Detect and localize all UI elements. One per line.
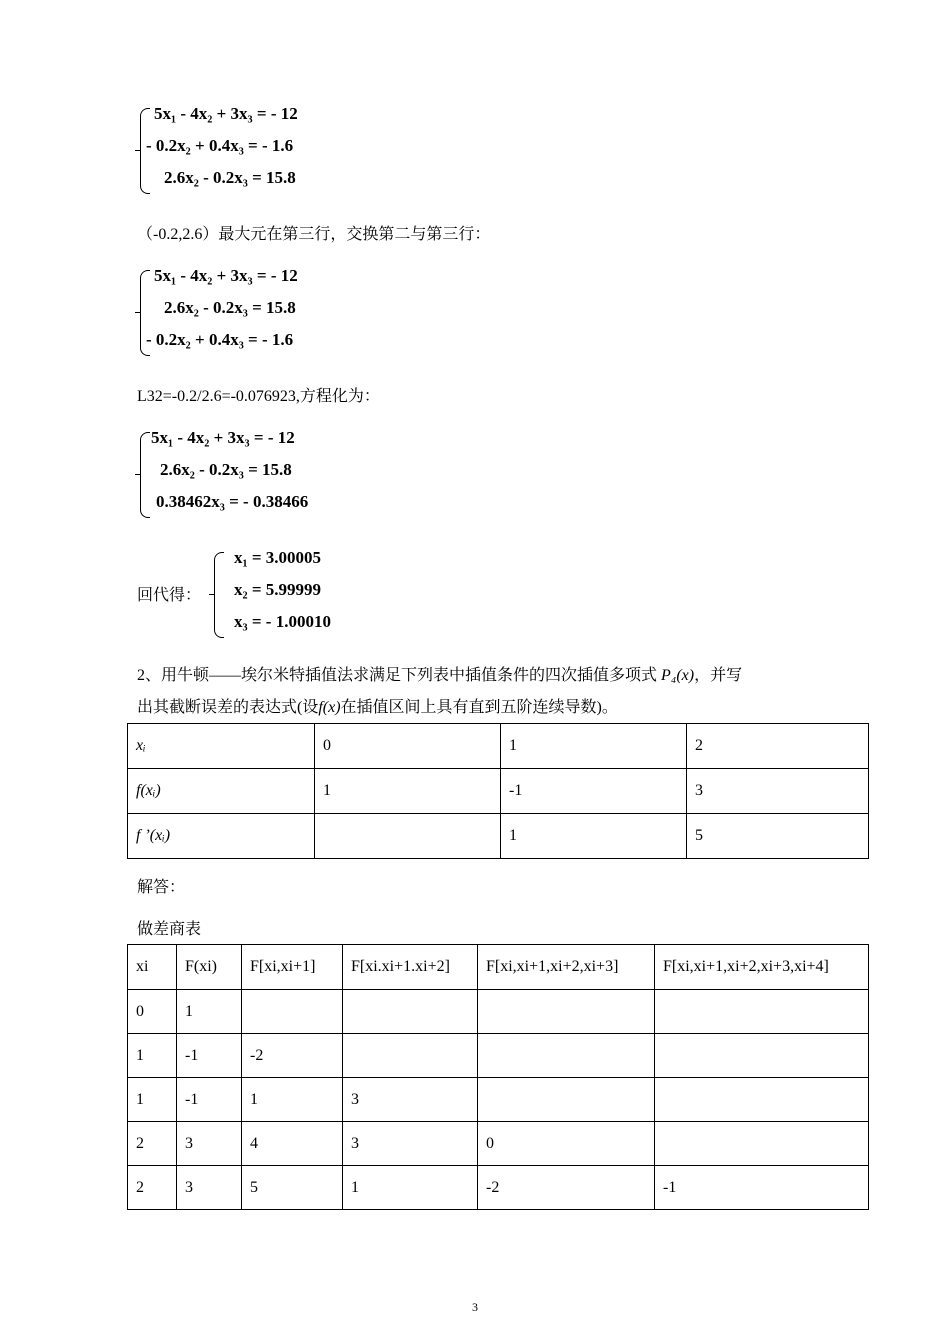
table-cell: 3 xyxy=(687,769,869,814)
table-cell: 1 xyxy=(128,1078,177,1122)
l32-note: L32=-0.2/2.6=-0.076923,方程化为： xyxy=(137,388,380,405)
equation-line: 5x₁ - 4x₂ + 3x₃ = - 12 xyxy=(154,104,298,123)
problem-text: 出其截断误差的表达式(设 xyxy=(137,699,319,716)
pivot-note: （-0.2,2.6）最大元在第三行，交换第二与第三行： xyxy=(137,226,491,243)
table-row xyxy=(128,769,869,814)
table-row xyxy=(128,724,869,769)
table-cell xyxy=(655,1078,869,1122)
table-cell xyxy=(478,1078,655,1122)
equation-line: 2.6x₂ - 0.2x₃ = 15.8 xyxy=(164,168,296,187)
back-sub-label: 回代得： xyxy=(137,587,202,604)
table-cell: -1 xyxy=(177,1078,242,1122)
table-header-row xyxy=(128,945,869,990)
problem-2-line-2 xyxy=(137,694,618,717)
table-cell: 2 xyxy=(687,724,869,769)
table-cell: 2 xyxy=(128,1166,177,1210)
table-cell: 0 xyxy=(478,1122,655,1166)
column-header: F[xi,xi+1] xyxy=(242,945,343,990)
equation-line: 5x₁ - 4x₂ + 3x₃ = - 12 xyxy=(154,266,298,285)
table-cell: 5 xyxy=(242,1166,343,1210)
problem-text: 2、用牛顿——埃尔米特插值法求满足下列表中插值条件的四次插值多项式 xyxy=(137,667,658,684)
column-header: xi xyxy=(128,945,177,990)
table-row xyxy=(128,1122,869,1166)
table-cell: 1 xyxy=(128,1034,177,1078)
table-cell xyxy=(242,990,343,1034)
solution-line: x₃ = - 1.00010 xyxy=(234,612,331,631)
row-label: f(xᵢ) xyxy=(128,769,315,814)
table-cell: 1 xyxy=(242,1078,343,1122)
column-header: F[xi.xi+1.xi+2] xyxy=(343,945,478,990)
table-cell: -2 xyxy=(242,1034,343,1078)
problem-text: 在插值区间上具有直到五阶连续导数)。 xyxy=(340,699,618,716)
solution-line: x₂ = 5.99999 xyxy=(234,580,322,599)
table-cell: 3 xyxy=(177,1166,242,1210)
equation-line: 0.38462x₃ = - 0.38466 xyxy=(156,492,309,511)
equation-line: 2.6x₂ - 0.2x₃ = 15.8 xyxy=(160,460,292,479)
table-cell xyxy=(655,1034,869,1078)
table-cell: 3 xyxy=(343,1122,478,1166)
left-brace xyxy=(214,552,224,638)
table-cell xyxy=(655,990,869,1034)
table-cell: -1 xyxy=(177,1034,242,1078)
table-row xyxy=(128,990,869,1034)
equation-line: 2.6x₂ - 0.2x₃ = 15.8 xyxy=(164,298,296,317)
table-cell xyxy=(343,990,478,1034)
table-cell: -2 xyxy=(478,1166,655,1210)
column-header: F[xi,xi+1,xi+2,xi+3] xyxy=(478,945,655,990)
problem-2-line-1 xyxy=(137,662,742,685)
table-row xyxy=(128,1034,869,1078)
row-label: f ’(xᵢ) xyxy=(128,814,315,859)
interpolation-conditions-table xyxy=(127,723,869,859)
table-cell xyxy=(315,814,501,859)
equation-line: 5x₁ - 4x₂ + 3x₃ = - 12 xyxy=(151,428,295,447)
table-cell: 1 xyxy=(501,724,687,769)
column-header: F(xi) xyxy=(177,945,242,990)
table-cell: 2 xyxy=(128,1122,177,1166)
divided-difference-table xyxy=(127,944,869,1210)
equation-line: - 0.2x₂ + 0.4x₃ = - 1.6 xyxy=(146,136,294,155)
left-brace xyxy=(140,432,150,518)
table-cell: 5 xyxy=(687,814,869,859)
polynomial-symbol: P₄(x) xyxy=(661,667,695,684)
difference-table-label: 做差商表 xyxy=(137,921,202,938)
table-cell xyxy=(655,1122,869,1166)
table-cell xyxy=(478,1034,655,1078)
table-cell: 0 xyxy=(128,990,177,1034)
table-row xyxy=(128,814,869,859)
problem-text: ，并写 xyxy=(694,667,743,684)
table-cell: 1 xyxy=(501,814,687,859)
table-cell: 1 xyxy=(315,769,501,814)
table-cell: 0 xyxy=(315,724,501,769)
equation-line: - 0.2x₂ + 0.4x₃ = - 1.6 xyxy=(146,330,294,349)
page-number: 3 xyxy=(472,1300,478,1314)
table-cell: -1 xyxy=(655,1166,869,1210)
table-cell: 1 xyxy=(177,990,242,1034)
table-cell: 1 xyxy=(343,1166,478,1210)
column-header: F[xi,xi+1,xi+2,xi+3,xi+4] xyxy=(655,945,869,990)
row-label: xᵢ xyxy=(128,724,315,769)
answer-label: 解答： xyxy=(137,879,186,896)
function-symbol: f(x) xyxy=(318,699,341,716)
table-row xyxy=(128,1166,869,1210)
table-cell: 4 xyxy=(242,1122,343,1166)
table-row xyxy=(128,1078,869,1122)
table-cell: 3 xyxy=(177,1122,242,1166)
table-cell: -1 xyxy=(501,769,687,814)
table-cell: 3 xyxy=(343,1078,478,1122)
table-cell xyxy=(343,1034,478,1078)
table-cell xyxy=(478,990,655,1034)
solution-line: x₁ = 3.00005 xyxy=(234,548,322,567)
